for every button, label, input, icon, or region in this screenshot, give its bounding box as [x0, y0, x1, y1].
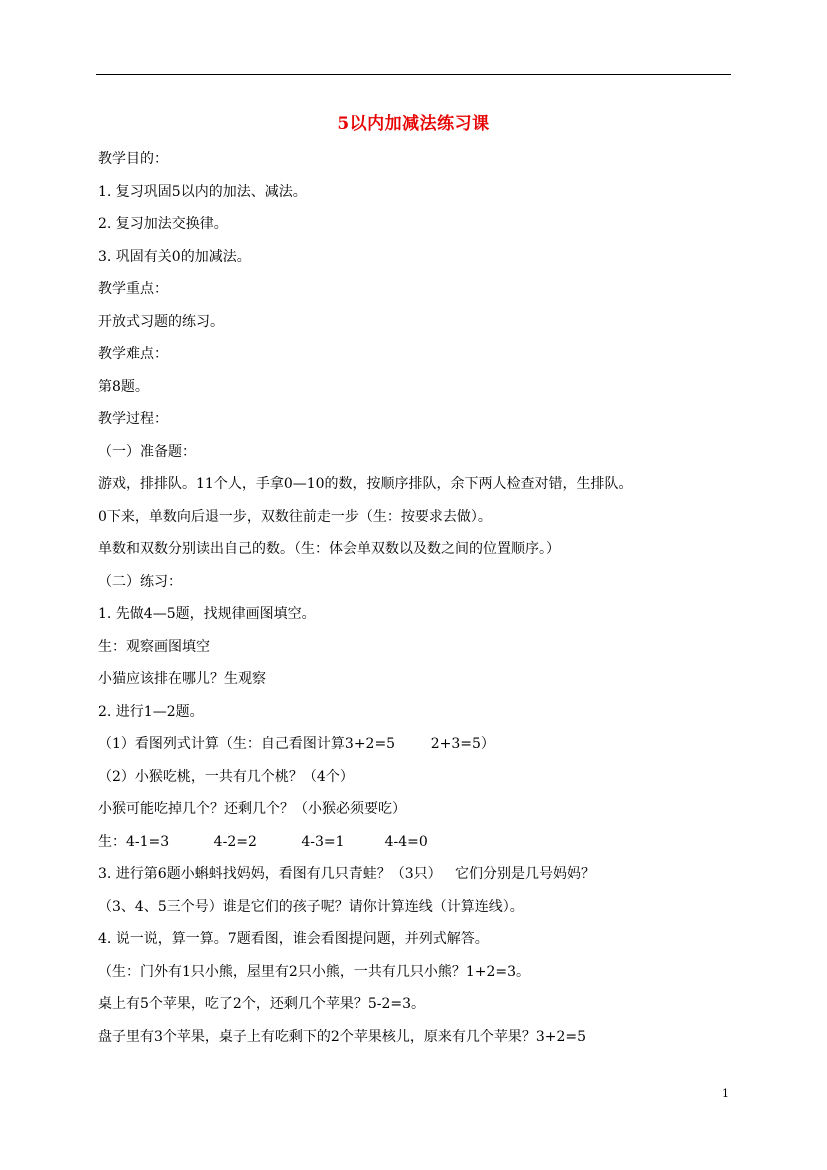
document-title: 5以内加减法练习课 — [337, 114, 490, 134]
paragraph-line: 生：观察画图填空 — [98, 638, 210, 655]
section-heading-process: 教学过程： — [98, 411, 168, 427]
paragraph-line: （3、4、5三个号）谁是它们的孩子呢？请你计算连线（计算连线）。 — [98, 898, 524, 915]
section-heading-objectives: 教学目的： — [98, 151, 168, 167]
paragraph-line: 小猫应该排在哪儿？生观察 — [98, 671, 266, 687]
section-heading-difficulties: 教学难点： — [98, 346, 168, 362]
paragraph-line: （生：门外有1只小熊，屋里有2只小熊，一共有几只小熊？1+2=3。 — [98, 963, 530, 980]
page-number: 1 — [722, 1087, 729, 1100]
practice-item-4: 4. 说一说，算一算。7题看图，谁会看图提问题，并列式解答。 — [98, 931, 489, 947]
practice-item-1: 1. 先做4—5题，找规律画图填空。 — [98, 606, 316, 622]
document-body — [98, 148, 738, 1058]
paragraph-line: 盘子里有3个苹果，桌子上有吃剩下的2个苹果核儿，原来有几个苹果？3+2=5 — [98, 1028, 586, 1045]
difficulties-text: 第8题。 — [98, 378, 149, 395]
subsection-preparation: （一）准备题： — [98, 443, 196, 460]
header-rule — [96, 74, 731, 75]
practice-item-3: 3. 进行第6题小蝌蚪找妈妈，看图有几只青蛙？（3只） 它们分别是几号妈妈？ — [98, 866, 595, 882]
paragraph-line: 单数和双数分别读出自己的数。（生：体会单双数以及数之间的位置顺序。） — [98, 541, 560, 557]
key-points-text: 开放式习题的练习。 — [98, 313, 224, 330]
objective-item-1: 1. 复习巩固5以内的加法、减法。 — [98, 183, 307, 200]
paragraph-line: （1）看图列式计算（生：自己看图计算3+2=5 2+3=5） — [98, 736, 495, 752]
objective-item-3: 3. 巩固有关0的加减法。 — [98, 248, 251, 265]
paragraph-line: （2）小猴吃桃，一共有几个桃？（4个） — [98, 768, 354, 785]
paragraph-line: 游戏，排排队。11个人，手拿0—10的数，按顺序排队，余下两人检查对错，生排队。 — [98, 476, 633, 492]
paragraph-line: 小猴可能吃掉几个？还剩几个？（小猴必须要吃） — [98, 801, 406, 817]
paragraph-line: 0下来，单数向后退一步，双数往前走一步（生：按要求去做）。 — [98, 508, 492, 525]
paragraph-line: 桌上有5个苹果，吃了2个，还剩几个苹果？5-2=3。 — [98, 996, 425, 1012]
objective-item-2: 2. 复习加法交换律。 — [98, 216, 228, 232]
paragraph-line: 生：4-1=3 4-2=2 4-3=1 4-4=0 — [98, 833, 428, 850]
practice-item-2: 2. 进行1—2题。 — [98, 703, 204, 720]
subsection-practice: （二）练习： — [98, 573, 182, 590]
section-heading-key-points: 教学重点： — [98, 281, 168, 297]
